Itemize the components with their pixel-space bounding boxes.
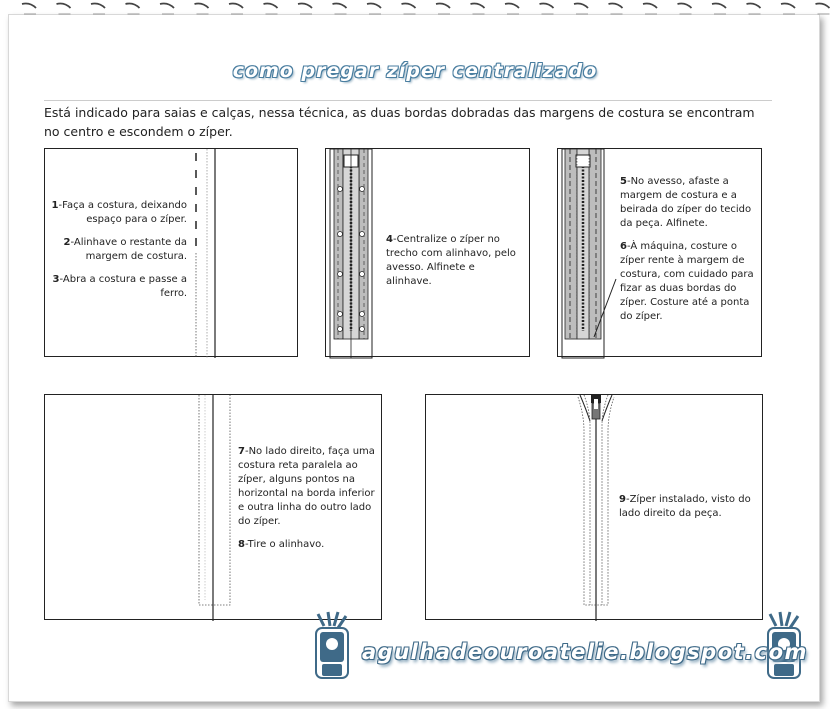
zipper-mascot-left-icon [308,610,354,686]
binding-ring [436,4,450,15]
binding-ring [195,4,209,15]
step-panel-3 [557,148,762,357]
step-3: 3-Abra a costura e passe a ferro. [52,274,187,299]
step-panel-1 [44,148,298,357]
step-panel-5 [425,394,763,620]
binding-ring [333,4,347,15]
step-8: 8-Tire o alinhavo. [238,539,325,550]
panel-2-text [386,233,521,298]
page-title: como pregar zíper centralizado [232,60,598,82]
intro-text: Está indicado para saias e calças, nessa técnica, as duas bordas dobradas das margens de costura se encontram no centro e escondem o zíper. [44,105,755,139]
binding-ring [540,4,554,15]
step-9: 9-Zíper instalado, visto do lado direito da peça. [619,494,751,519]
binding-ring [781,4,795,15]
step-panel-2 [325,148,530,357]
binding-ring [91,4,105,15]
binding-ring [229,4,243,15]
binding-ring [367,4,381,15]
binding-ring [126,4,140,15]
binding-ring [402,4,416,15]
binding-ring [22,4,36,15]
binding-ring [712,4,726,15]
binding-ring [160,4,174,15]
binding-ring [471,4,485,15]
step-7: 7-No lado direito, faça uma costura reta paralela ao zíper, alguns pontos na horizontal na borda inferior e outra linha do outro lado do zíper. [238,446,375,527]
title-divider [44,100,772,101]
binding-ring [678,4,692,15]
panel-3-text [620,175,755,333]
binding-ring [264,4,278,15]
binding-ring [816,4,830,15]
step-1: 1-Faça a costura, deixando espaço para o zíper. [51,200,187,225]
binding-ring [57,4,71,15]
binding-ring [609,4,623,15]
panel-5-text [619,493,759,530]
binding-ring [505,4,519,15]
binding-ring [747,4,761,15]
panel-1-illustration [45,149,299,358]
step-2: 2-Alinhave o restante da margem de costura. [63,237,187,262]
binding-ring [574,4,588,15]
blog-url: agulhadeouroatelie.blogspot.com [362,640,808,664]
panel-4-text [238,445,378,561]
step-5: 5-No avesso, afaste a margem de costura e a beirada do zíper do tecido da peça. Alfinete. [620,176,752,229]
binding-ring [643,4,657,15]
step-4: 4-Centralize o zíper no trecho com alinhavo, pelo avesso. Alfinete e alinhave. [386,234,516,287]
step-6: 6-À máquina, costure o zíper rente à margem de costura, com cuidado para fizar as duas bordas do zíper. Costure até a ponta do zíper. [620,241,754,322]
spiral-binding [10,0,825,26]
step-panel-4 [44,394,382,620]
binding-ring [298,4,312,15]
